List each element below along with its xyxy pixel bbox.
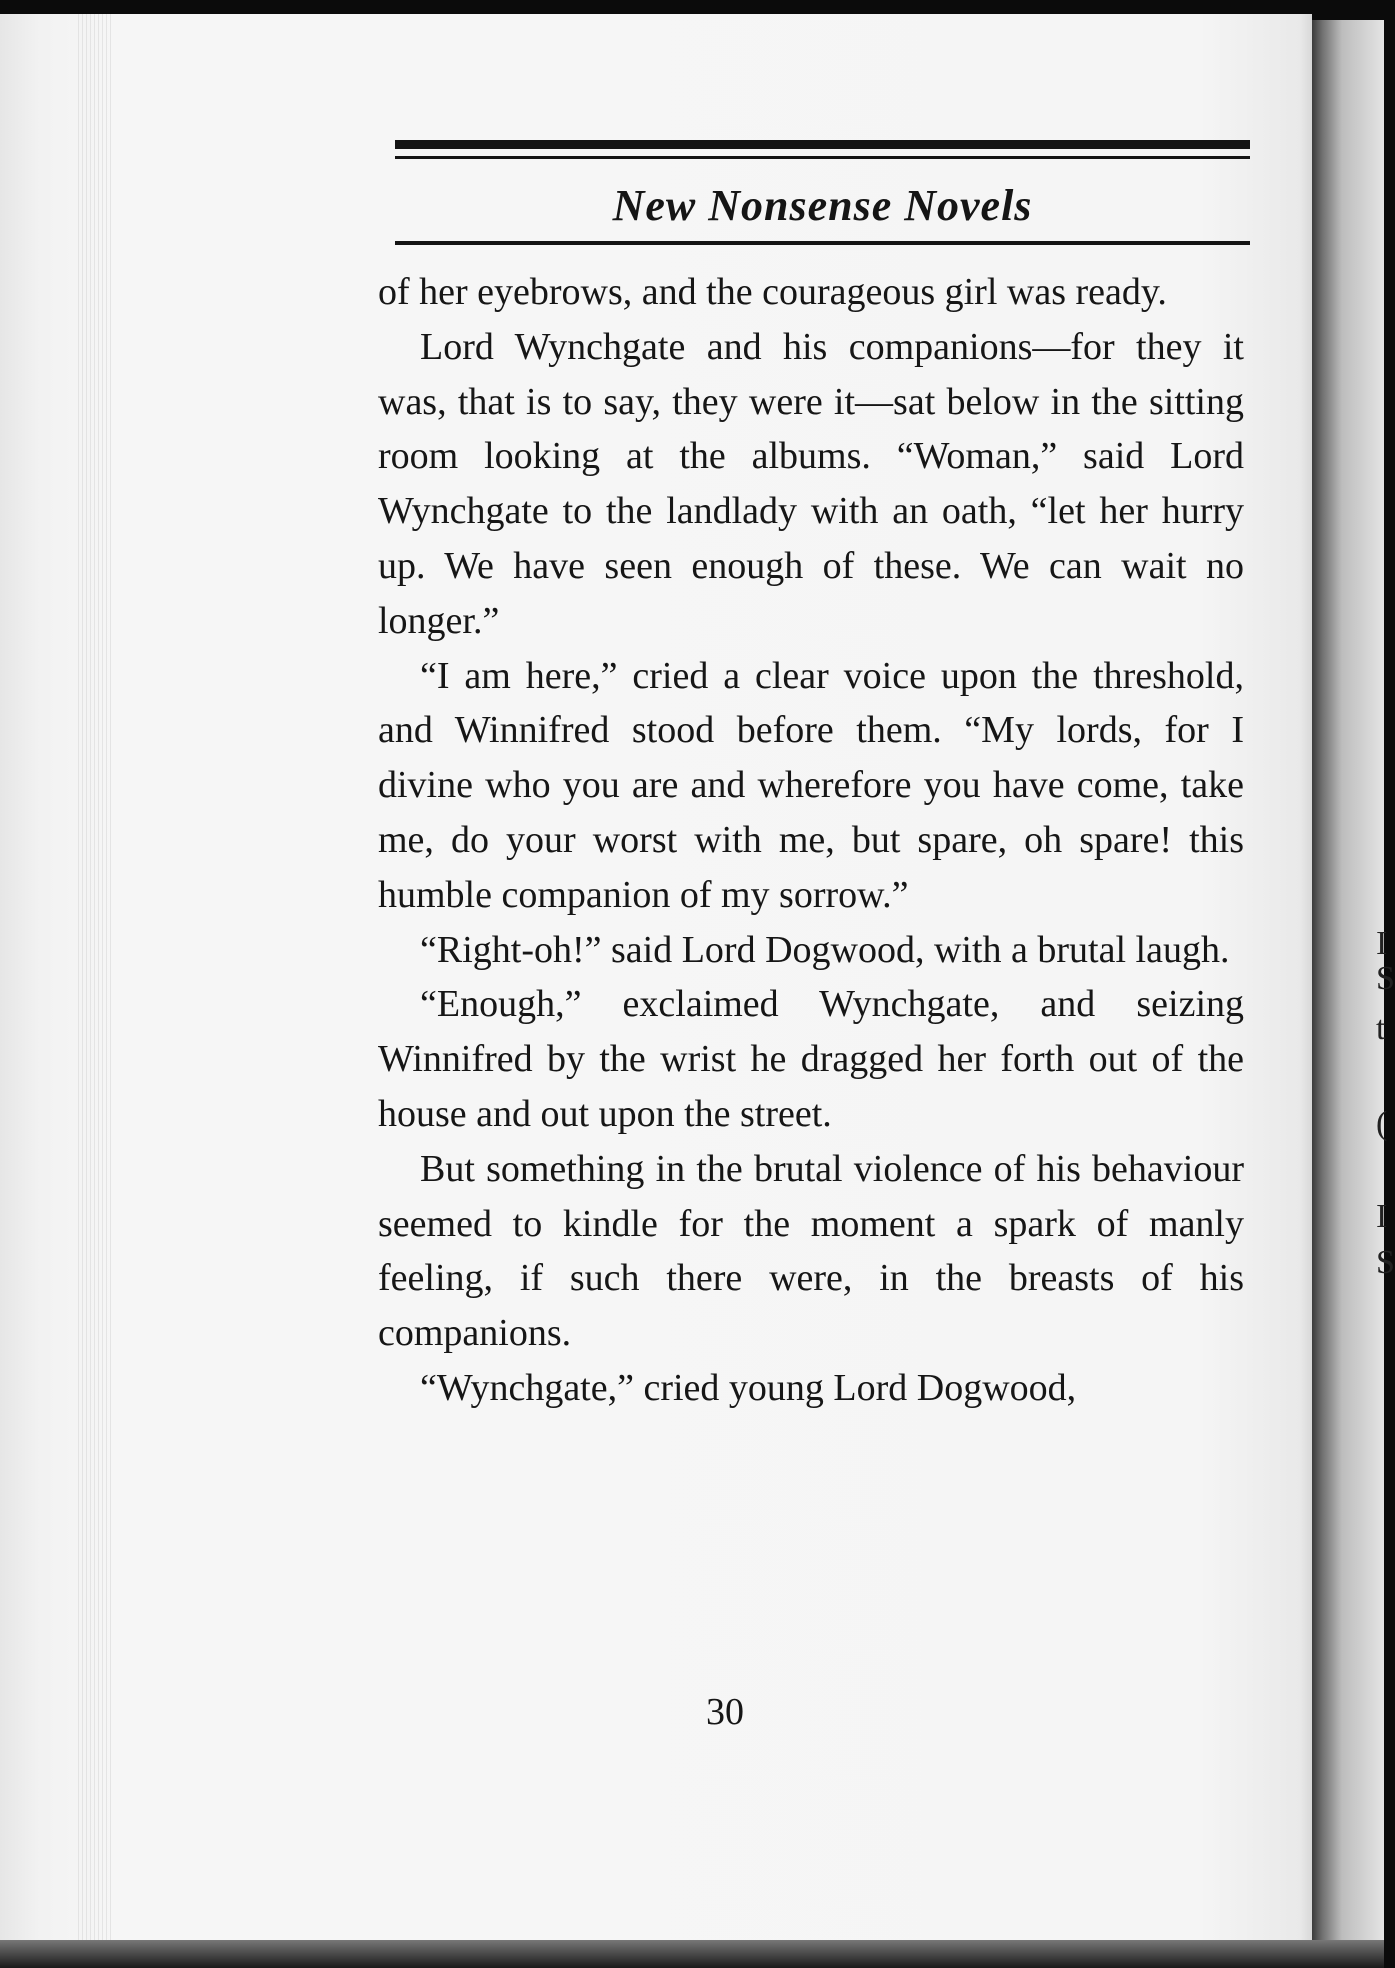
paragraph: “Wynchgate,” cried young Lord Dogwood, [420,1366,1077,1409]
running-head: New Nonsense Novels [612,181,1033,230]
adjacent-page-fragment: I [1376,1198,1388,1235]
adjacent-page-fragment: S [1376,1244,1395,1281]
page-number: 30 [706,1691,744,1733]
paragraph: “Right-oh!” said Lord Dogwood, with a brutal laugh. [420,928,1230,971]
page-edge-stack [78,14,114,1949]
adjacent-page-fragment: S [1376,960,1395,997]
paragraph: “Enough,” exclaimed Wynchgate, and seizing Winnifred by the wrist he dragged her forth out of the house and out upon the street. [378,983,1244,1135]
paragraph: “I am here,” cried a clear voice upon the threshold, and Winnifred stood before them. “My lords, for I divine who you are and wherefore you have come, take me, do your worst with me, but spare, oh spare! this humble companion of my sorrow.” [378,654,1244,916]
paragraph: of her eyebrows, and the courageous girl was ready. [378,271,1167,313]
adjacent-page-edge [1312,20,1384,1968]
header-rule-thick [395,140,1250,149]
adjacent-page-fragment: t [1376,1010,1386,1047]
paragraph: But something in the brutal violence of his behaviour seemed to kindle for the moment a spark of manly feeling, if such there were, in the breasts of his companions. [378,1147,1244,1355]
body-text [378,265,1244,1416]
adjacent-page-fragment: I [1376,925,1388,962]
scan-bottom-shadow [0,1940,1384,1968]
header-rule-under [395,241,1250,245]
paragraph: Lord Wynchgate and his companions—for they it was, that is to say, they were it—sat below in the sitting room looking at the albums. “Woman,” said Lord Wynchgate to the landlady with an oath, “let her hurry up. We have seen enough of these. We can wait no longer.” [378,325,1244,642]
adjacent-page-fragment: ( [1376,1105,1388,1142]
header-rule-thin [395,156,1250,159]
